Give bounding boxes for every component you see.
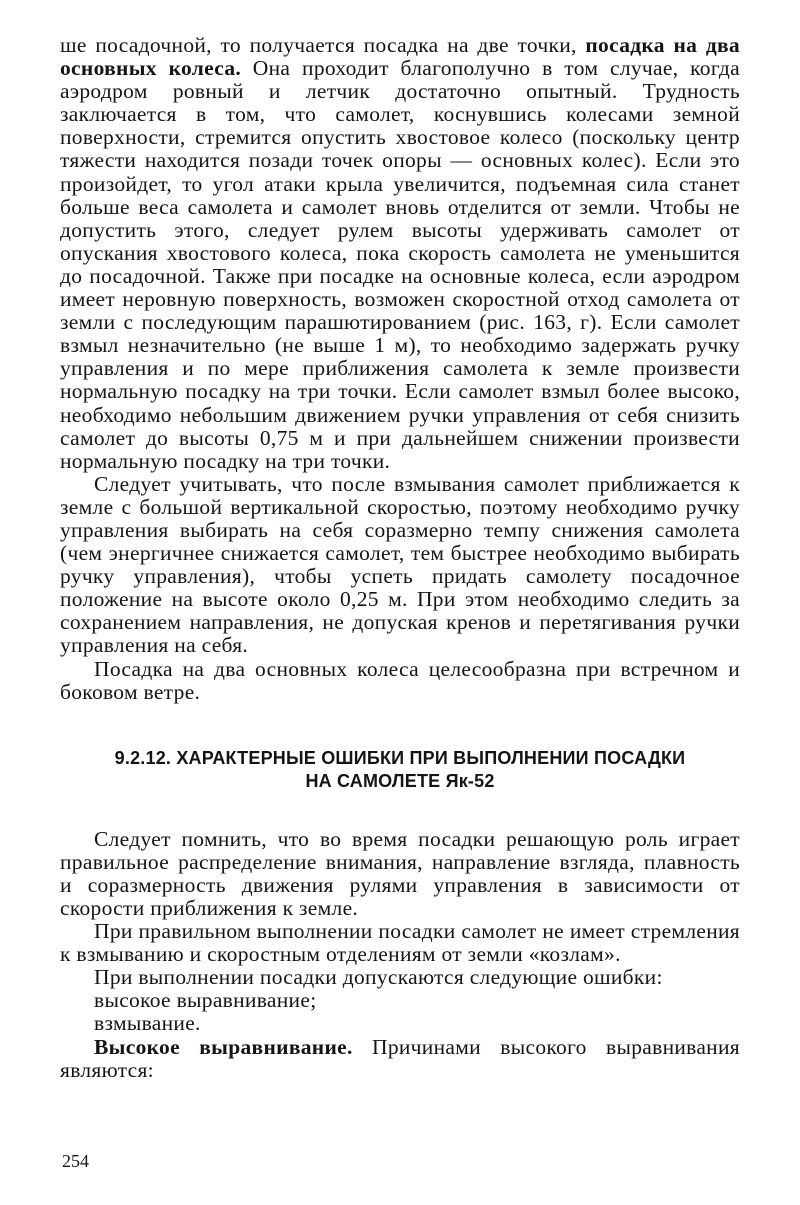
paragraph-crosswind: Посадка на два основных колеса целесообразна при встречном и боковом ветре. [60,656,740,704]
paragraph-text: Она проходит благополучно в том случае, когда аэродром ровный и летчик достаточно опытный. Трудность заключается в том, что самолет, коснувшись колесами земной поверхности, стремится опустить хвостовое колесо (поскольку центр тяжести находится позади точек опоры — основных колес). Если это произойдет, то угол атаки крыла увеличится, подъемная сила станет больше веса самолета и самолет вновь отделится от земли. Чтобы не допустить этого, следует рулем высоты удерживать самолет от опускания хвостового колеса, пока скорость самолета не уменьшится до посадочной. Также при посадке на основные колеса, если аэродром имеет неровную поверхность, возможен скоростной отход самолета от земли с последующим парашютированием (рис. 163, г). Если самолет взмыл незначительно (не выше 1 м), то необходимо задержать ручку управления и по мере приближения самолета к земле произвести нормальную посадку на три точки. Если самолет взмыл более высоко, необходимо небольшим движением ручки управления от себя снизить самолет до высоты 0,75 м и при дальнейшем снижении произвести нормальную посадку на три точки. [60,56,740,473]
bold-term: Высокое выравнивание. [94,1034,353,1059]
paragraph-after-balloon: Следует учитывать, что после взмывания самолет приближается к земле с большой вертикальной скоростью, поэтому необходимо ручку управления выбирать на себя соразмерно темпу снижения самолета (чем энергичнее снижается самолет, тем быстрее необходимо выбирать ручку управления), чтобы успеть придать самолету посадочное положение на высоте около 0,25 м. При этом необходимо следить за сохранением направления, не допуская кренов и перетягивания ручки управления на себя. [60,471,740,658]
paragraph-high-flare [60,1036,740,1082]
paragraph-landing-two-points [60,34,740,473]
paragraph-text: Причинами высокого выравнивания являются: [60,1034,740,1082]
text-column [60,34,740,1082]
section-heading-line-2: НА САМОЛЕТЕ Як-52 [305,770,495,791]
page-number: 254 [62,1151,89,1171]
paragraph-text: ше посадочной, то получается посадка на две точки, [60,33,586,57]
paragraph-correct-landing: При правильном выполнении посадки самолет не имеет стремления к взмыванию и скоростным отделениям от земли «козлам». [60,919,740,967]
list-item: высокое выравнивание; [94,988,317,1013]
section-heading [60,747,740,793]
section-heading-line-1: 9.2.12. ХАРАКТЕРНЫЕ ОШИБКИ ПРИ ВЫПОЛНЕНИИ ПОСАДКИ [114,747,686,768]
paragraph-errors-intro: При выполнении посадки допускаются следующие ошибки: [94,965,663,990]
bold-term: посадка на два основных колеса. [60,33,740,81]
list-item: взмывание. [94,1011,201,1036]
paragraph-attention: Следует помнить, что во время посадки решающую роль играет правильное распределение внимания, направление взгляда, плавность и соразмерность движения рулями управления в зависимости от скорости приближения к земле. [60,826,740,920]
